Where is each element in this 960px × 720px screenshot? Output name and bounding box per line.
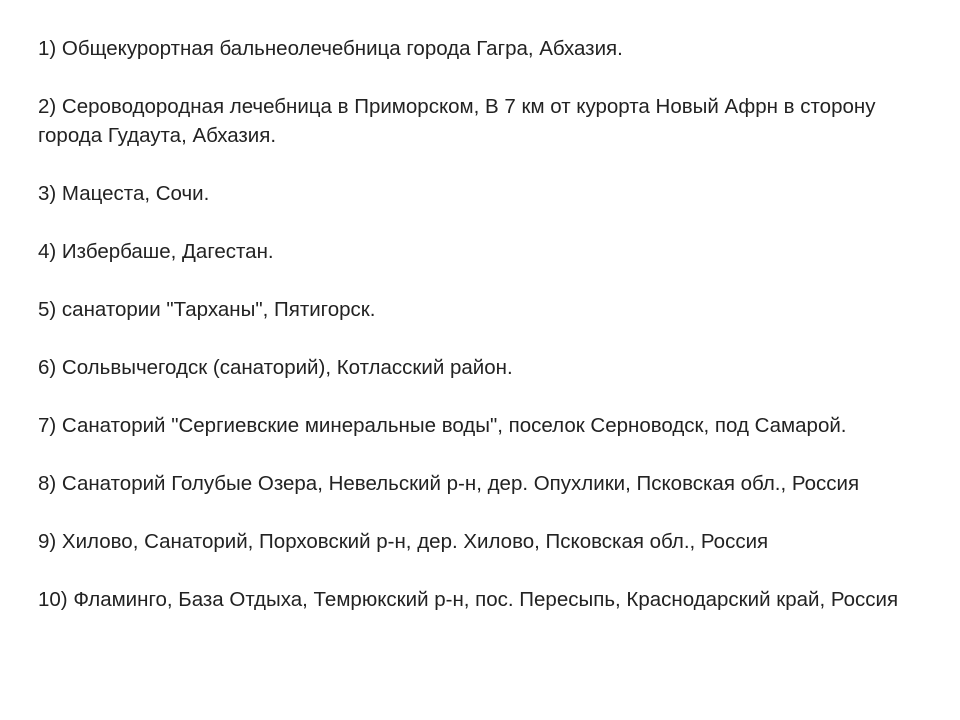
list-item: 10) Фламинго, База Отдыха, Темрюкский р-н, пос. Пересыпь, Краснодарский край, Россия [38,588,899,611]
resort-list [38,34,928,614]
list-item: 4) Избербаше, Дагестан. [38,240,274,263]
list-item: 1) Общекурортная бальнеолечебница города Гагра, Абхазия. [38,37,623,60]
list-item: 6) Сольвычегодск (санаторий), Котласский район. [38,356,513,379]
list-item: 3) Мацеста, Сочи. [38,182,210,205]
list-item: 5) санатории "Тарханы", Пятигорск. [38,298,376,321]
list-item: 7) Санаторий "Сергиевские минеральные воды", поселок Серноводск, под Самарой. [38,414,847,437]
list-item: 2) Сероводородная лечебница в Приморском, В 7 км от курорта Новый Афрн в сторону города Гудаута, Абхазия. [38,95,876,147]
list-item: 9) Хилово, Санаторий, Порховский р-н, дер. Хилово, Псковская обл., Россия [38,530,769,553]
list-item: 8) Санаторий Голубые Озера, Невельский р-н, дер. Опухлики, Псковская обл., Россия [38,472,860,495]
